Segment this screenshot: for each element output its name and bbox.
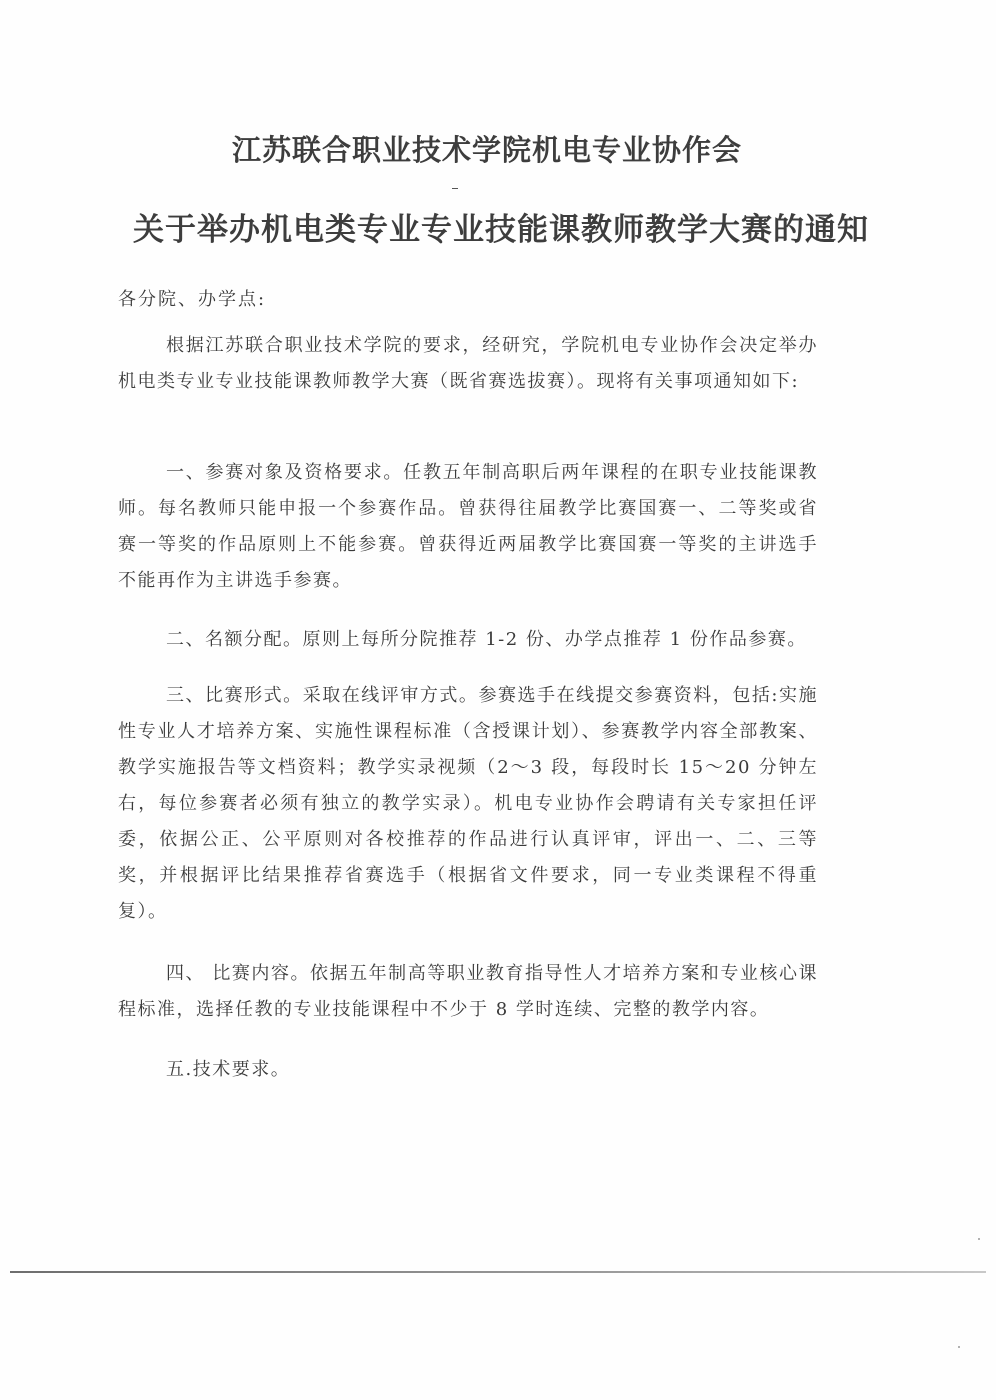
scan-mark: [452, 188, 458, 189]
scan-speck: [978, 1238, 980, 1240]
title-notice: 关于举办机电类专业专业技能课教师教学大赛的通知: [133, 212, 869, 248]
paragraph-intro: 根据江苏联合职业技术学院的要求，经研究，学院机电专业协作会决定举办机电类专业专业技能课教师教学大赛（既省赛选拔赛）。现将有关事项通知如下:: [118, 335, 818, 392]
title-organization: 江苏联合职业技术学院机电专业协作会: [232, 133, 743, 167]
paragraph-eligibility: 一、参赛对象及资格要求。任教五年制高职后两年课程的在职专业技能课教师。每名教师只能申报一个参赛作品。曾获得往届教学比赛国赛一、二等奖或省赛一等奖的作品原则上不能参赛。曾获得近两届教学比赛国赛一等奖的主讲选手不能再作为主讲选手参赛。: [118, 462, 818, 591]
scan-edge-line: [10, 1271, 986, 1273]
paragraph-quota: 二、名额分配。原则上每所分院推荐 1-2 份、办学点推荐 1 份作品参赛。: [166, 629, 807, 650]
paragraph-format: 三、比赛形式。采取在线评审方式。参赛选手在线提交参赛资料，包括:实施性专业人才培养方案、实施性课程标准（含授课计划）、参赛教学内容全部教案、教学实施报告等文档资料；教学实录视频（2～3 段，每段时长 15～20 分钟左右，每位参赛者必须有独立的教学实录）。机电专业协作会聘请有关专家担任评委，依据公正、公平原则对各校推荐的作品进行认真评审，评出一、二、三等奖，并根据评比结果推荐省赛选手（根据省文件要求，同一专业类课程不得重复）。: [118, 685, 818, 922]
paragraph-technical: 五.技术要求。: [166, 1059, 291, 1080]
scan-speck: [958, 1346, 960, 1348]
paragraph-content: 四、 比赛内容。依据五年制高等职业教育指导性人才培养方案和专业核心课程标准，选择任教的专业技能课程中不少于 8 学时连续、完整的教学内容。: [118, 963, 818, 1020]
salutation: 各分院、办学点:: [118, 289, 267, 310]
